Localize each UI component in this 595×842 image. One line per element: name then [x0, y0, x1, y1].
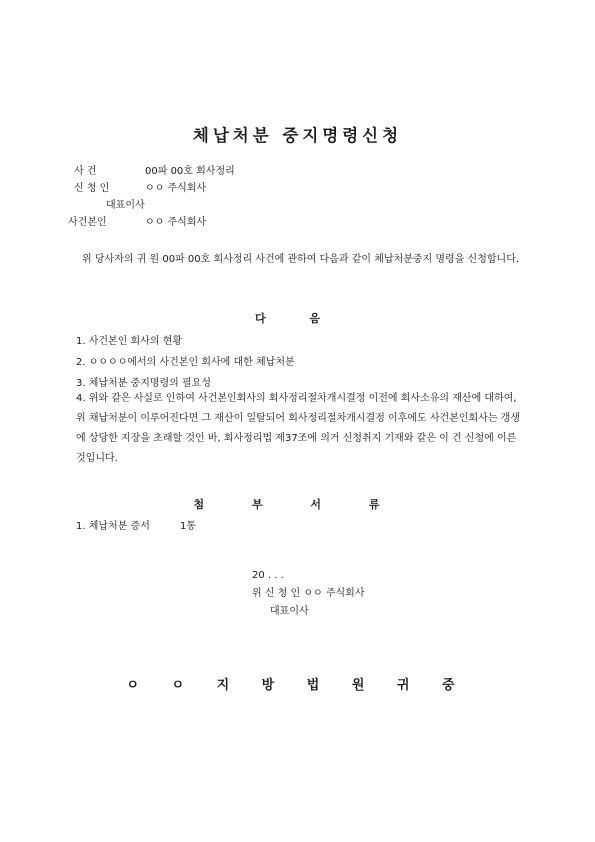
list-item: 4. 위와 같은 사실로 인하여 사건본인회사의 회사정리절차개시결정 이전에 회사소유의 재산에 대하여, 위 채납처분이 이루어진다면 그 재산이 일탈되어 회사정리절차개시결정 이후에도 사건본인회사는 갱생에 상당한 지장을 초래할 것인 바, 회사정리법 제37조에 의거 신청취지 기재와 같은 이 건 신청에 이른 것입니다. [76, 393, 520, 464]
list-item: 1. 사건본인 회사의 현황 [76, 336, 183, 347]
court-addressee: ㅇ ㅇ 지 방 법 원 귀 중 [126, 678, 469, 693]
section-heading: 다 음 [254, 312, 341, 325]
case-label: 사 건 [74, 166, 97, 177]
subject-label: 사건본인 [68, 217, 107, 228]
applicant-representative: 대표이사 [106, 200, 145, 211]
signature-date: 20 . . . [252, 570, 284, 581]
document-title: 체납처분 중지명령신청 [192, 126, 403, 145]
case-value: 00파 00호 회사정리 [145, 166, 235, 177]
attachment-count: 1통 [180, 521, 197, 532]
applicant-value: ㅇㅇ 주식회사 [145, 183, 207, 194]
list-item: 2. ㅇㅇㅇㅇ에서의 사건본인 회사에 대한 체납처분 [76, 357, 295, 368]
intro-paragraph: 위 당사자의 귀 원 00파 00호 회사정리 사건에 관하여 다음과 같이 체납처분중지 명령을 신청합니다. [82, 254, 520, 265]
list-item: 3. 체납처분 중지명령의 필요성 [76, 378, 211, 389]
subject-value: ㅇㅇ 주식회사 [145, 217, 207, 228]
attachments-heading: 첨 부 서 류 [193, 498, 402, 511]
applicant-label: 신 청 인 [74, 183, 110, 194]
signature-applicant: 위 신 청 인 ㅇㅇ 주식회사 [252, 588, 365, 599]
signature-representative: 대표이사 [270, 606, 309, 617]
attachment-label: 1. 체납처분 증서 [76, 521, 150, 532]
